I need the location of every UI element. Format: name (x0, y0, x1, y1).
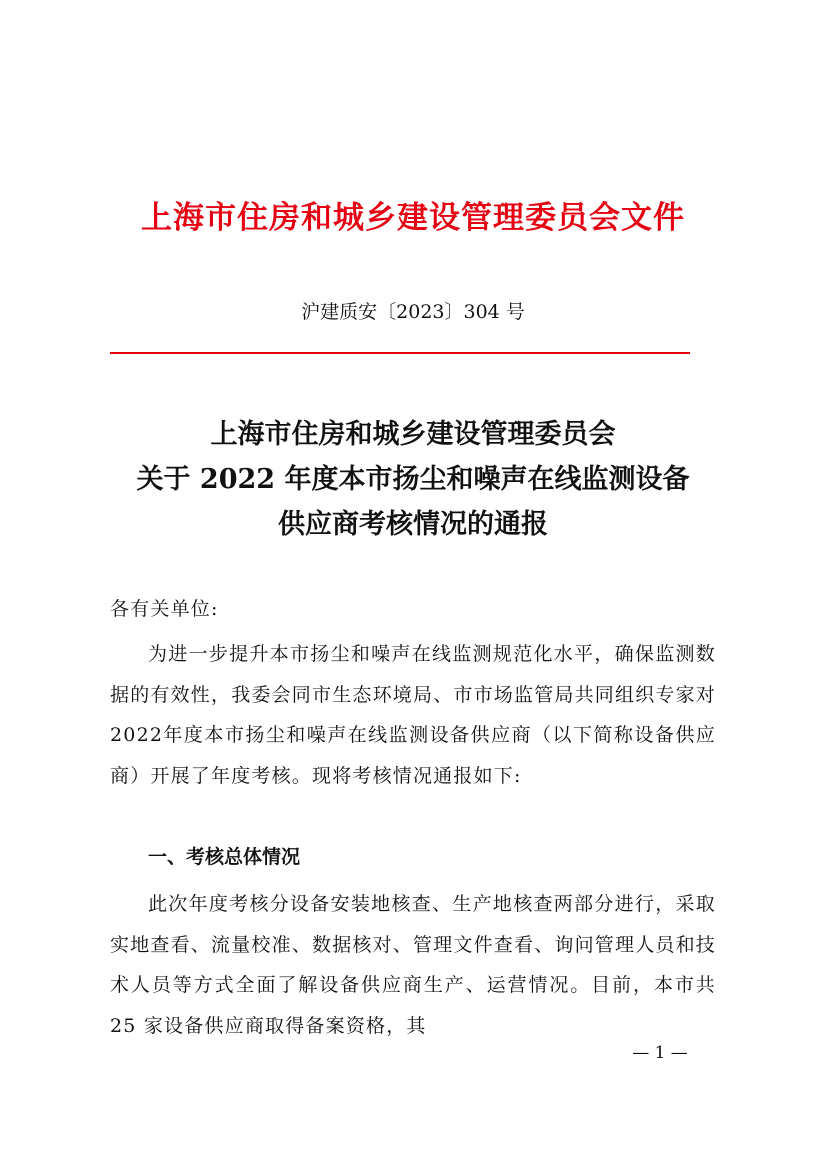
document-number: 沪建质安〔2023〕304 号 (301, 301, 525, 323)
body-paragraph-1: 为进一步提升本市扬尘和噪声在线监测规范化水平，确保监测数据的有效性，我委会同市生态环境局、市市场监管局共同组织专家对2022年度本市扬尘和噪声在线监测设备供应商（以下简称设备供应商）开展了年度考核。现将考核情况通报如下: (110, 643, 717, 787)
red-separator-line (110, 352, 690, 354)
issuer-header: 上海市住房和城乡建设管理委员会文件 (141, 200, 685, 236)
salutation: 各有关单位: (110, 598, 219, 620)
page-number: — 1 — (632, 1043, 688, 1063)
title-line-2: 关于 2022 年度本市扬尘和噪声在线监测设备 (136, 464, 690, 495)
title-line-1: 上海市住房和城乡建设管理委员会 (210, 419, 616, 450)
section-heading-1: 一、考核总体情况 (148, 846, 301, 868)
title-line-3: 供应商考核情况的通报 (278, 509, 548, 540)
document-title (0, 412, 826, 547)
body-paragraph-2: 此次年度考核分设备安装地核查、生产地核查两部分进行，采取实地查看、流量校准、数据核对、管理文件查看、询问管理人员和技术人员等方式全面了解设备供应商生产、运营情况。目前，本市共 25 家设备供应商取得备案资格，其 (110, 893, 717, 1037)
